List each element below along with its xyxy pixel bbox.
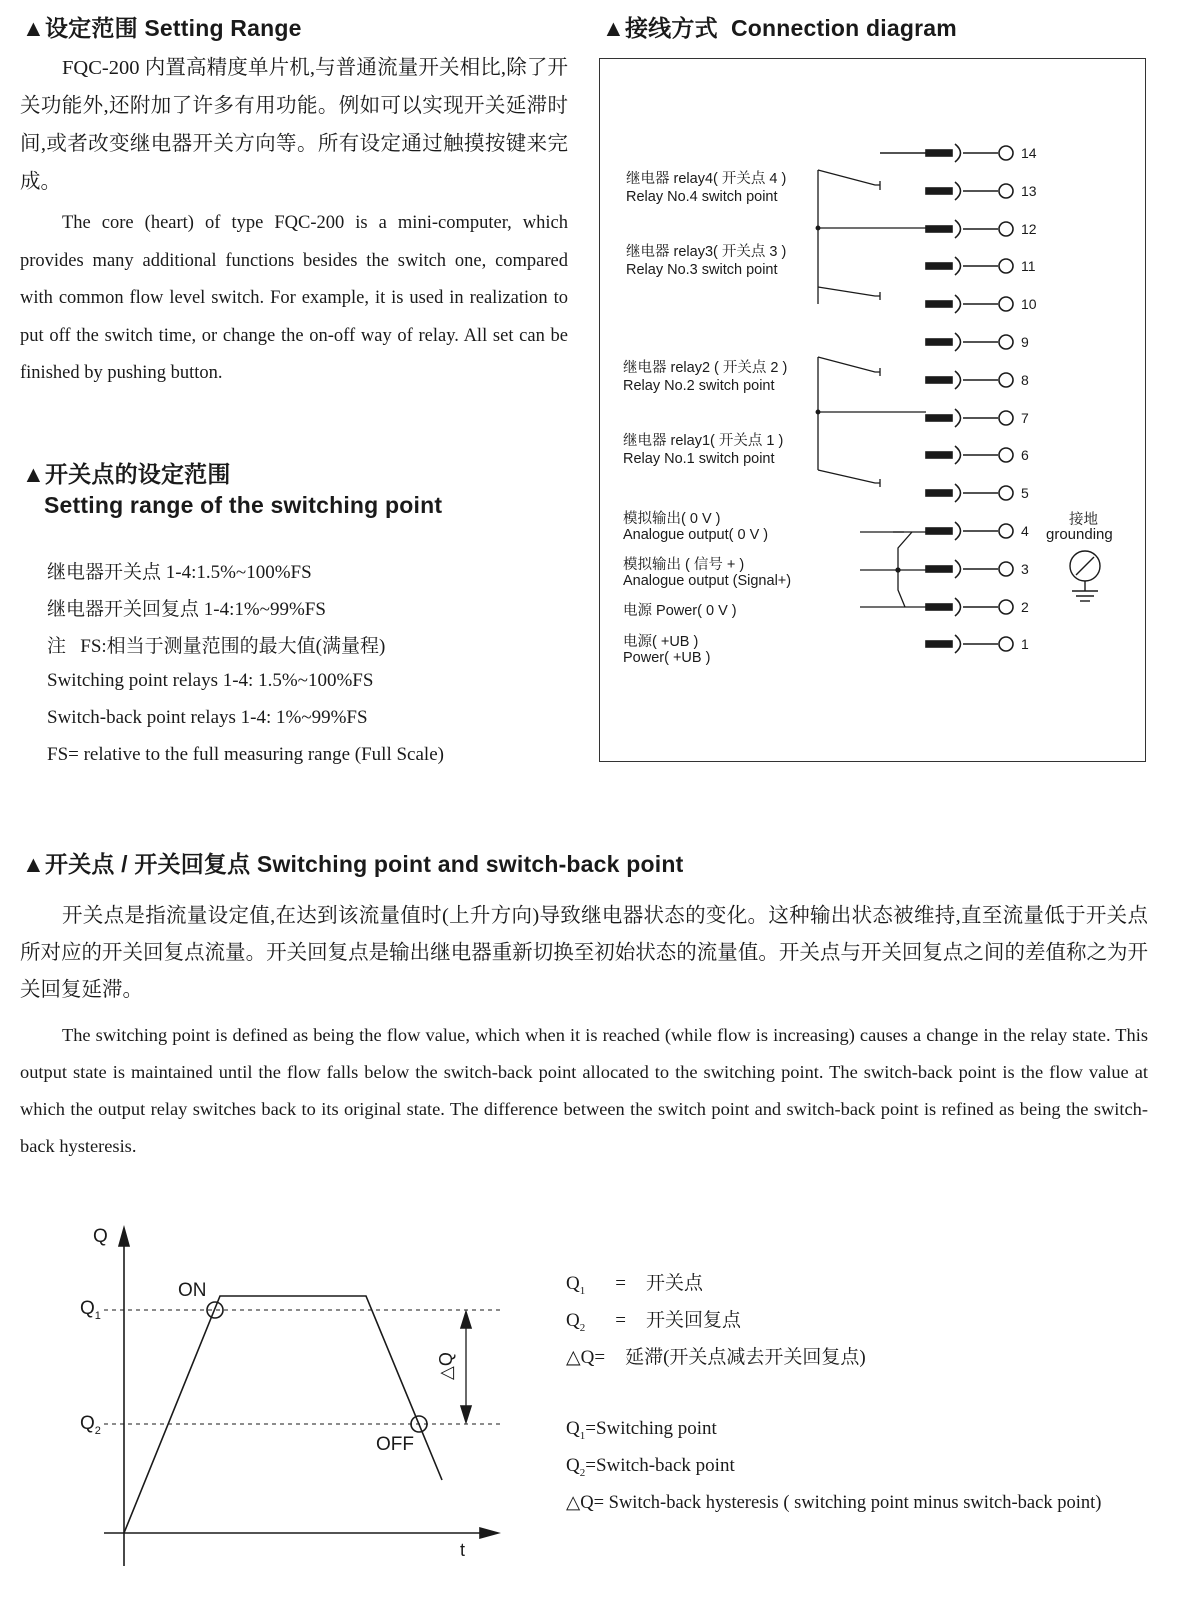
legend-cn-delta: △Q= 延滞(开关点减去开关回复点) [566,1347,866,1368]
range-line: Switch-back point relays 1-4: 1%~99%FS [47,707,368,728]
terminal-number: 5 [1021,485,1029,501]
terminal-socket [955,333,961,351]
terminal-screw-icon [999,524,1013,538]
terminal-number: 2 [1021,599,1029,615]
terminal-number: 10 [1021,296,1037,312]
terminal-number: 14 [1021,145,1037,161]
relay-wires [816,170,926,607]
x-axis-arrow [480,1528,498,1538]
terminal-socket [955,635,961,653]
analog-0v-label-cn: 模拟输出( 0 V ) [623,511,721,527]
chart-q2-label: $Q_2$ [80,1413,101,1437]
terminal-socket [955,522,961,540]
analog-signal-label-en: Analogue output (Signal+) [623,573,792,589]
relay1-label-en: Relay No.1 switch point [623,451,775,467]
switching-range-heading-cn: ▲开关点的设定范围 [22,461,231,487]
range-line: 继电器开关点 1-4:1.5%~100%FS [47,562,312,583]
legend-en-delta: △Q= Switch-back hysteresis ( switching point minus switch-back point) [566,1493,1102,1513]
terminal-number: 8 [1021,372,1029,388]
terminal-number: 11 [1021,258,1036,274]
relay4-contact [818,170,880,185]
terminal-plug [926,339,952,345]
terminal-socket [955,371,961,389]
range-line: 继电器开关回复点 1-4:1%~99%FS [47,599,326,620]
switch-point-cn-text: 开关点是指流量设定值,在达到该流量值时(上升方向)导致继电器状态的变化。这种输出状态被维持,直至流量低于开关点所对应的开关回复点流量。开关回复点是输出继电器重新切换至初始状态的流量值。开关点与开关回复点之间的差值称之为开关回复延滞。 [20,905,1148,1001]
analog-0v-label-en: Analogue output( 0 V ) [623,527,769,543]
terminal-plug [926,377,952,383]
power-0v-label: 电源 Power( 0 V ) [623,603,737,619]
terminal-plug [926,604,952,610]
setting-range-en-text: The core (heart) of type FQC-200 is a mini-computer, which provides many additional functions besides the switch one, compared with common flow level switch. For example, it is used in realization to put off the switch time, or change the on-off way of relay. All set can be finished by pushing button. [20,213,568,383]
ground-label-cn: 接地 [1069,512,1098,528]
relay4-label-cn: 继电器 relay4( 开关点 4 ) [626,171,787,187]
terminal-plug [926,150,952,156]
terminal-screw-icon [999,448,1013,462]
terminal-plug [926,188,952,194]
terminal-screw-icon [999,411,1013,425]
switch-point-heading: ▲开关点 / 开关回复点 Switching point and switch-back point [22,851,684,877]
terminal-plug [926,490,952,496]
terminal-socket [955,409,961,427]
relay3-label-en: Relay No.3 switch point [626,262,778,278]
power-ub-label-en: Power( +UB ) [623,650,711,666]
relay1-contact [818,470,880,483]
terminal-socket [955,598,961,616]
terminal-socket [955,220,961,238]
terminal-screw-icon [999,335,1013,349]
terminal-screw-icon [999,146,1013,160]
terminal-socket [955,446,961,464]
terminal-number: 13 [1021,183,1037,199]
switching-range-heading-en: Setting range of the switching point [44,492,443,518]
range-line: Switching point relays 1-4: 1.5%~100%FS [47,670,374,691]
ground-label-en: grounding [1046,526,1113,543]
power-ub-label-cn: 电源( +UB ) [623,634,699,650]
terminal-plug [926,263,952,269]
legend-en-q2: $Q_2=Switch$-back point [566,1455,735,1479]
terminal-screw-icon [999,297,1013,311]
terminal-number: 4 [1021,523,1029,539]
terminal-screw-icon [999,562,1013,576]
terminal-socket [955,560,961,578]
legend-cn-q1: $Q_1$ = 开关点 [566,1273,703,1297]
terminal-plug [926,528,952,534]
switch-point-en-text: The switching point is defined as being the flow value, which when it is reached (while flow is increasing) causes a change in the relay state. This output state is maintained until the flow falls below the switch-back point allocated to the switching point. The switch-back point is the flow value at which the output relay switches back to its original state. The difference between the switch point and switch-back point is refined as being the switch-back hysteresis. [20,1025,1148,1156]
terminal-number: 7 [1021,410,1029,426]
analog-signal-label-cn: 模拟输出 ( 信号 + ) [623,557,745,573]
y-axis-arrow [119,1228,129,1246]
relay2-label-en: Relay No.2 switch point [623,378,775,394]
range-line: 注 FS:相当于测量范围的最大值(满量程) [47,636,386,657]
terminal-socket [955,182,961,200]
hysteresis-chart [0,1200,560,1614]
terminal-number: 3 [1021,561,1029,577]
relay2-contact [818,357,880,372]
chart-x-label: t [460,1540,466,1560]
relay4-label-en: Relay No.4 switch point [626,189,778,205]
connection-heading: ▲接线方式 Connection diagram [602,15,957,41]
terminal-screw-icon [999,259,1013,273]
terminal-screw-icon [999,222,1013,236]
range-line: FS= relative to the full measuring range (Full Scale) [47,744,444,765]
flow-curve [124,1296,442,1533]
relay3-label-cn: 继电器 relay3( 开关点 3 ) [626,244,787,260]
terminal-socket [955,257,961,275]
chart-q1-label: $Q_1$ [80,1298,101,1322]
terminal-group [880,144,1013,653]
terminal-plug [926,301,952,307]
terminal-socket [955,484,961,502]
terminal-number: 12 [1021,221,1037,237]
chart-y-label: Q [93,1226,108,1247]
setting-range-cn-text: FQC-200 内置高精度单片机,与普通流量开关相比,除了开关功能外,还附加了许多有用功能。例如可以实现开关延滞时间,或者改变继电器开关方向等。所有设定通过触摸按键来完成。 [20,57,568,193]
terminal-number: 1 [1021,636,1029,652]
terminal-plug [926,566,952,572]
terminal-plug [926,415,952,421]
terminal-plug [926,641,952,647]
terminal-screw-icon [999,184,1013,198]
terminal-socket [955,144,961,162]
terminal-screw-icon [999,600,1013,614]
wiring-diagram [0,0,1200,800]
legend-cn-q2: $Q_2$ = 开关回复点 [566,1310,741,1334]
terminal-screw-icon [999,373,1013,387]
terminal-plug [926,452,952,458]
relay2-label-cn: 继电器 relay2 ( 开关点 2 ) [623,360,788,376]
chart-delta-q-label: △Q [436,1352,456,1380]
ground-icon [1070,551,1100,601]
terminal-number: 6 [1021,447,1029,463]
relay3-contact [818,287,880,296]
terminal-number: 9 [1021,334,1029,350]
terminal-socket [955,295,961,313]
setting-range-heading: ▲设定范围 Setting Range [22,15,302,41]
relay1-label-cn: 继电器 relay1( 开关点 1 ) [623,433,784,449]
legend-en-q1: $Q_1=Switching$ point [566,1418,717,1442]
terminal-plug [926,226,952,232]
terminal-screw-icon [999,637,1013,651]
terminal-screw-icon [999,486,1013,500]
chart-off-label: OFF [376,1434,414,1455]
chart-on-label: ON [178,1280,207,1301]
